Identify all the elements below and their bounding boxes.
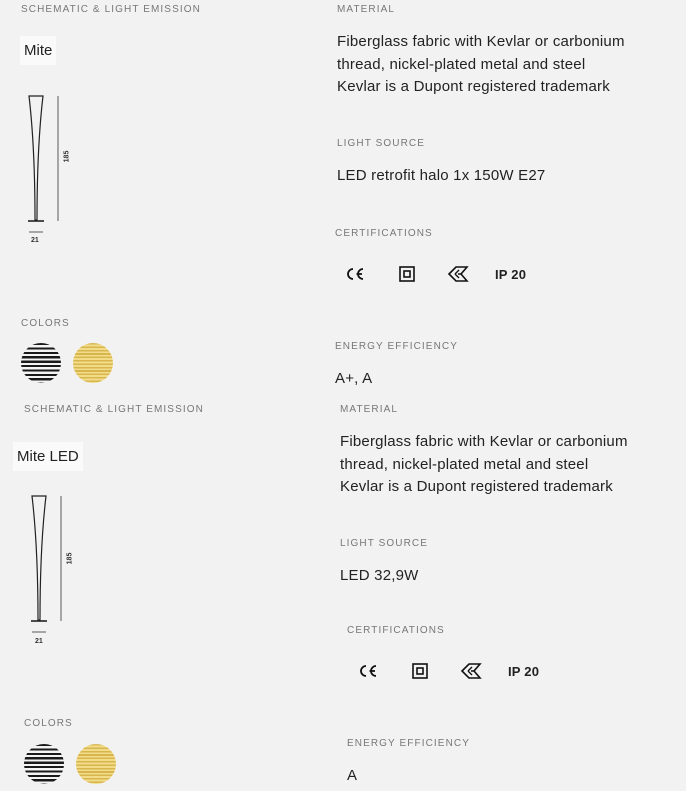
color-swatch-gold-stripes[interactable] xyxy=(76,744,116,784)
energy-efficiency-label: ENERGY EFFICIENCY xyxy=(335,341,458,352)
material-line: Kevlar is a Dupont registered trademark xyxy=(337,78,610,95)
color-swatches xyxy=(24,744,116,784)
light-source-value: LED 32,9W xyxy=(340,567,419,584)
material-label: MATERIAL xyxy=(340,404,399,415)
height-dimension: 185 xyxy=(66,552,74,565)
height-dimension: 185 xyxy=(63,150,71,163)
lamp-schematic xyxy=(23,490,83,640)
color-swatch-black-stripes[interactable] xyxy=(21,343,61,383)
material-line: Fiberglass fabric with Kevlar or carbonium xyxy=(340,433,628,450)
light-source-label: LIGHT SOURCE xyxy=(337,138,426,149)
certifications-label: CERTIFICATIONS xyxy=(347,625,445,636)
model-name: Mite xyxy=(20,36,56,65)
light-source-label: LIGHT SOURCE xyxy=(340,538,429,549)
ce-mark-icon xyxy=(356,664,380,678)
material-line: thread, nickel-plated metal and steel xyxy=(340,455,589,473)
ce-mark-icon xyxy=(343,267,367,281)
schematic-label: SCHEMATIC & LIGHT EMISSION xyxy=(24,404,204,415)
base-dimension: 21 xyxy=(31,237,39,244)
material-text xyxy=(340,431,628,499)
material-label: MATERIAL xyxy=(337,4,396,15)
certifications-row xyxy=(356,659,539,683)
base-dimension: 21 xyxy=(35,638,43,645)
colors-label: COLORS xyxy=(24,718,73,729)
lamp-schematic xyxy=(20,90,80,240)
schematic-label: SCHEMATIC & LIGHT EMISSION xyxy=(21,4,201,15)
ip-rating: IP 20 xyxy=(495,266,527,282)
material-text xyxy=(337,31,625,99)
colors-label: COLORS xyxy=(21,318,70,329)
color-swatch-black-stripes[interactable] xyxy=(24,744,64,784)
class-ii-double-insulation-icon xyxy=(410,663,430,679)
certifications-row xyxy=(343,262,526,286)
color-swatches xyxy=(21,343,113,383)
material-line: Kevlar is a Dupont registered trademark xyxy=(340,478,613,495)
energy-efficiency-value: A xyxy=(347,767,358,784)
energy-efficiency-label: ENERGY EFFICIENCY xyxy=(347,738,470,749)
enec-certification-icon xyxy=(447,265,469,283)
material-line: Fiberglass fabric with Kevlar or carbonium xyxy=(337,33,625,50)
certifications-label: CERTIFICATIONS xyxy=(335,228,433,239)
enec-certification-icon xyxy=(460,662,482,680)
ip-rating: IP 20 xyxy=(508,663,540,679)
class-ii-double-insulation-icon xyxy=(397,266,417,282)
light-source-value: LED retrofit halo 1x 150W E27 xyxy=(337,167,546,184)
color-swatch-gold-stripes[interactable] xyxy=(73,343,113,383)
energy-efficiency-value: A+, A xyxy=(335,370,373,387)
material-line: thread, nickel-plated metal and steel xyxy=(337,55,586,73)
model-name: Mite LED xyxy=(13,442,83,471)
